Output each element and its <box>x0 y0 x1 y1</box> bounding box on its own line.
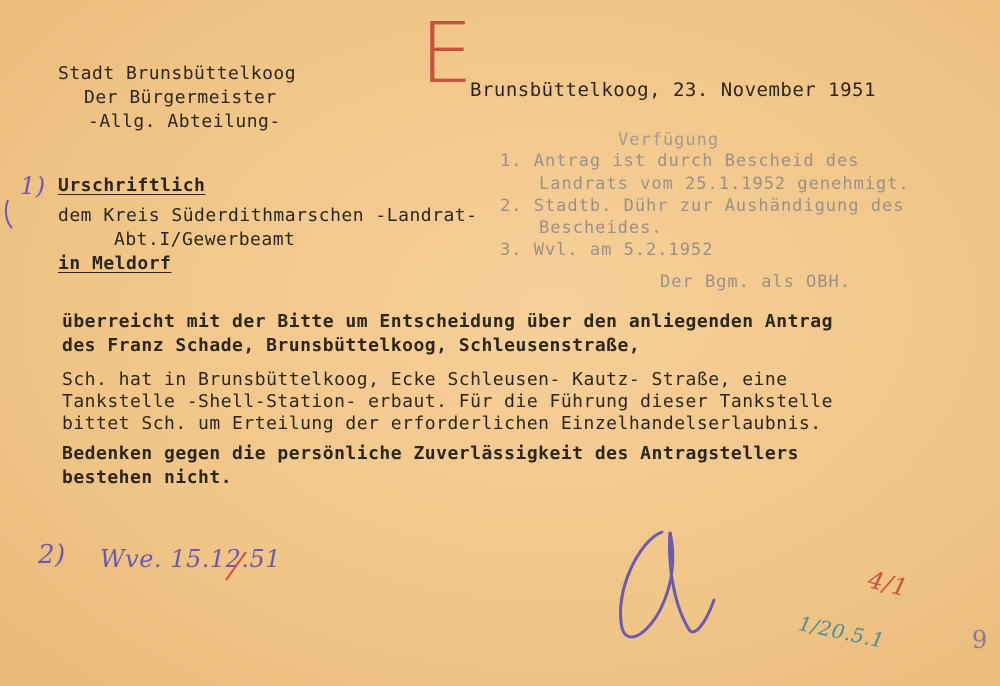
sender-line-3: -Allg. Abteilung- <box>88 111 281 132</box>
body-p3-line-1: Bedenken gegen die persönliche Zuverlässigkeit des Antragstellers <box>62 443 799 464</box>
body-p1-line-2: des Franz Schade, Brunsbüttelkoog, Schleusenstraße, <box>62 335 641 356</box>
item-1-number: 1) <box>20 172 46 200</box>
teal-note: 1/20.5.1 <box>796 611 887 653</box>
item-2-number: 2) <box>38 540 66 570</box>
stamp-line-4: Bescheides. <box>539 218 663 238</box>
body-p2-line-3: bittet Sch. um Erteilung der erforderlichen Einzelhandelserlaubnis. <box>62 413 822 434</box>
address-heading: Urschriftlich <box>58 175 206 196</box>
item-2-followup: Wve. 15.12.51 <box>100 545 282 573</box>
stamp-signature: Der Bgm. als OBH. <box>660 272 851 292</box>
sender-line-1: Stadt Brunsbüttelkoog <box>58 63 297 84</box>
stamp-line-2: Landrats vom 25.1.1952 genehmigt. <box>539 174 910 194</box>
stamp-line-1: 1. Antrag ist durch Bescheid des <box>500 151 860 171</box>
address-line-3: in Meldorf <box>58 253 172 274</box>
place-date: Brunsbüttelkoog, 23. November 1951 <box>470 79 876 101</box>
stamp-line-5: 3. Wvl. am 5.2.1952 <box>500 240 714 260</box>
stamp-line-3: 2. Stadtb. Dühr zur Aushändigung des <box>500 196 905 216</box>
body-p3-line-2: bestehen nicht. <box>62 467 233 488</box>
address-line-2: Abt.I/Gewerbeamt <box>114 229 296 250</box>
fraction-note: 4/1 <box>865 565 911 603</box>
sender-line-2: Der Bürgermeister <box>84 87 277 108</box>
red-e-mark: E <box>420 4 474 102</box>
body-p1-line-1: überreicht mit der Bitte um Entscheidung über den anliegenden Antrag <box>62 311 833 332</box>
address-line-1: dem Kreis Süderdithmarschen -Landrat- <box>58 205 478 226</box>
stamp-title: Verfügung <box>618 130 720 150</box>
corner-mark: 9 <box>972 626 988 654</box>
body-p2-line-1: Sch. hat in Brunsbüttelkoog, Ecke Schleusen- Kautz- Straße, eine <box>62 369 788 390</box>
body-p2-line-2: Tankstelle -Shell-Station- erbaut. Für die Führung dieser Tankstelle <box>62 391 833 412</box>
